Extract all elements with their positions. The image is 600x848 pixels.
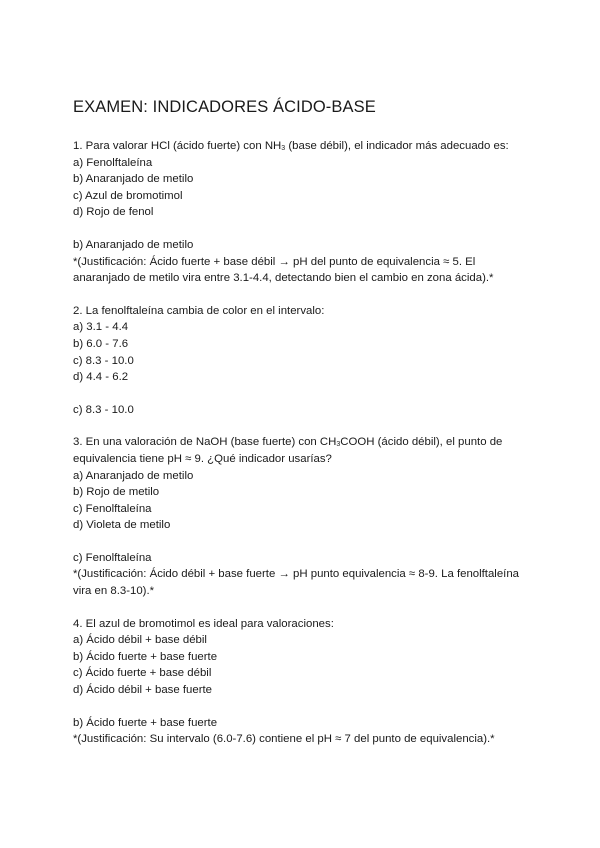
spacer — [73, 600, 533, 616]
spacer — [73, 287, 533, 303]
question-3-option-b: b) Rojo de metilo — [73, 486, 160, 499]
question-2 — [73, 303, 533, 419]
question-3-option-c: c) Fenolftaleína — [73, 502, 152, 515]
question-3 — [73, 434, 533, 599]
question-4-option-a: a) Ácido débil + base débil — [73, 634, 207, 647]
question-2-option-c: c) 8.3 - 10.0 — [73, 354, 134, 367]
question-2-option-d: d) 4.4 - 6.2 — [73, 371, 129, 384]
question-2-option-b: b) 6.0 - 7.6 — [73, 337, 129, 350]
question-1-stem-part-a: 1. Para valorar HCl (ácido fuerte) con NH — [73, 140, 282, 152]
question-3-stem-subscript: 3 — [336, 441, 341, 449]
question-3-option-d: d) Violeta de metilo — [73, 519, 171, 532]
question-1-option-b: b) Anaranjado de metilo — [73, 173, 194, 186]
question-2-option-a: a) 3.1 - 4.4 — [73, 321, 129, 334]
question-1-option-d: d) Rojo de fenol — [73, 206, 154, 219]
question-4-justification: *(Justificación: Su intervalo (6.0-7.6) contiene el pH ≈ 7 del punto de equivalencia).* — [73, 733, 495, 746]
question-4-answer: b) Ácido fuerte + base fuerte — [73, 716, 218, 729]
question-2-stem: 2. La fenolftaleína cambia de color en el intervalo: — [73, 304, 325, 317]
spacer — [73, 699, 533, 715]
question-1-option-a: a) Fenolftaleína — [73, 156, 153, 169]
question-1-stem-subscript: 3 — [281, 145, 286, 152]
question-3-justification: *(Justificación: Ácido débil + base fuerte → pH punto equivalencia ≈ 8-9. La fenolftaleína vira en 8.3-10).* — [73, 568, 520, 598]
question-2-answer: c) 8.3 - 10.0 — [73, 403, 134, 416]
question-4 — [73, 616, 533, 748]
spacer — [73, 386, 533, 402]
question-3-answer: c) Fenolftaleína — [73, 551, 152, 564]
question-1-option-c: c) Azul de bromotimol — [73, 189, 183, 202]
question-4-option-b: b) Ácido fuerte + base fuerte — [73, 650, 218, 663]
question-1-stem-part-b: (base débil), el indicador más adecuado es: — [285, 140, 509, 152]
spacer — [73, 221, 533, 237]
question-1 — [73, 138, 533, 287]
question-4-stem: 4. El azul de bromotimol es ideal para valoraciones: — [73, 617, 334, 630]
question-1-justification: *(Justificación: Ácido fuerte + base débil → pH del punto de equivalencia ≈ 5. El anaranjado de metilo vira entre 3.1-4.4, detectando bien el cambio en zona ácida).* — [73, 255, 494, 285]
question-3-stem-part-a: 3. En una valoración de NaOH (base fuerte) con CH — [73, 436, 337, 449]
question-1-stem — [73, 138, 533, 155]
exam-page — [73, 96, 533, 748]
question-4-option-d: d) Ácido débil + base fuerte — [73, 684, 212, 697]
page-title: EXAMEN: INDICADORES ÁCIDO-BASE — [73, 98, 376, 116]
question-3-stem — [73, 434, 533, 467]
question-1-answer: b) Anaranjado de metilo — [73, 238, 194, 251]
spacer — [73, 534, 533, 550]
question-4-option-c: c) Ácido fuerte + base débil — [73, 667, 212, 680]
question-3-option-a: a) Anaranjado de metilo — [73, 469, 194, 482]
question-3-stem-part-b: COOH (ácido débil), el punto de equivalencia tiene pH ≈ 9. ¿Qué indicador usarías? — [73, 436, 503, 465]
spacer — [73, 418, 533, 434]
